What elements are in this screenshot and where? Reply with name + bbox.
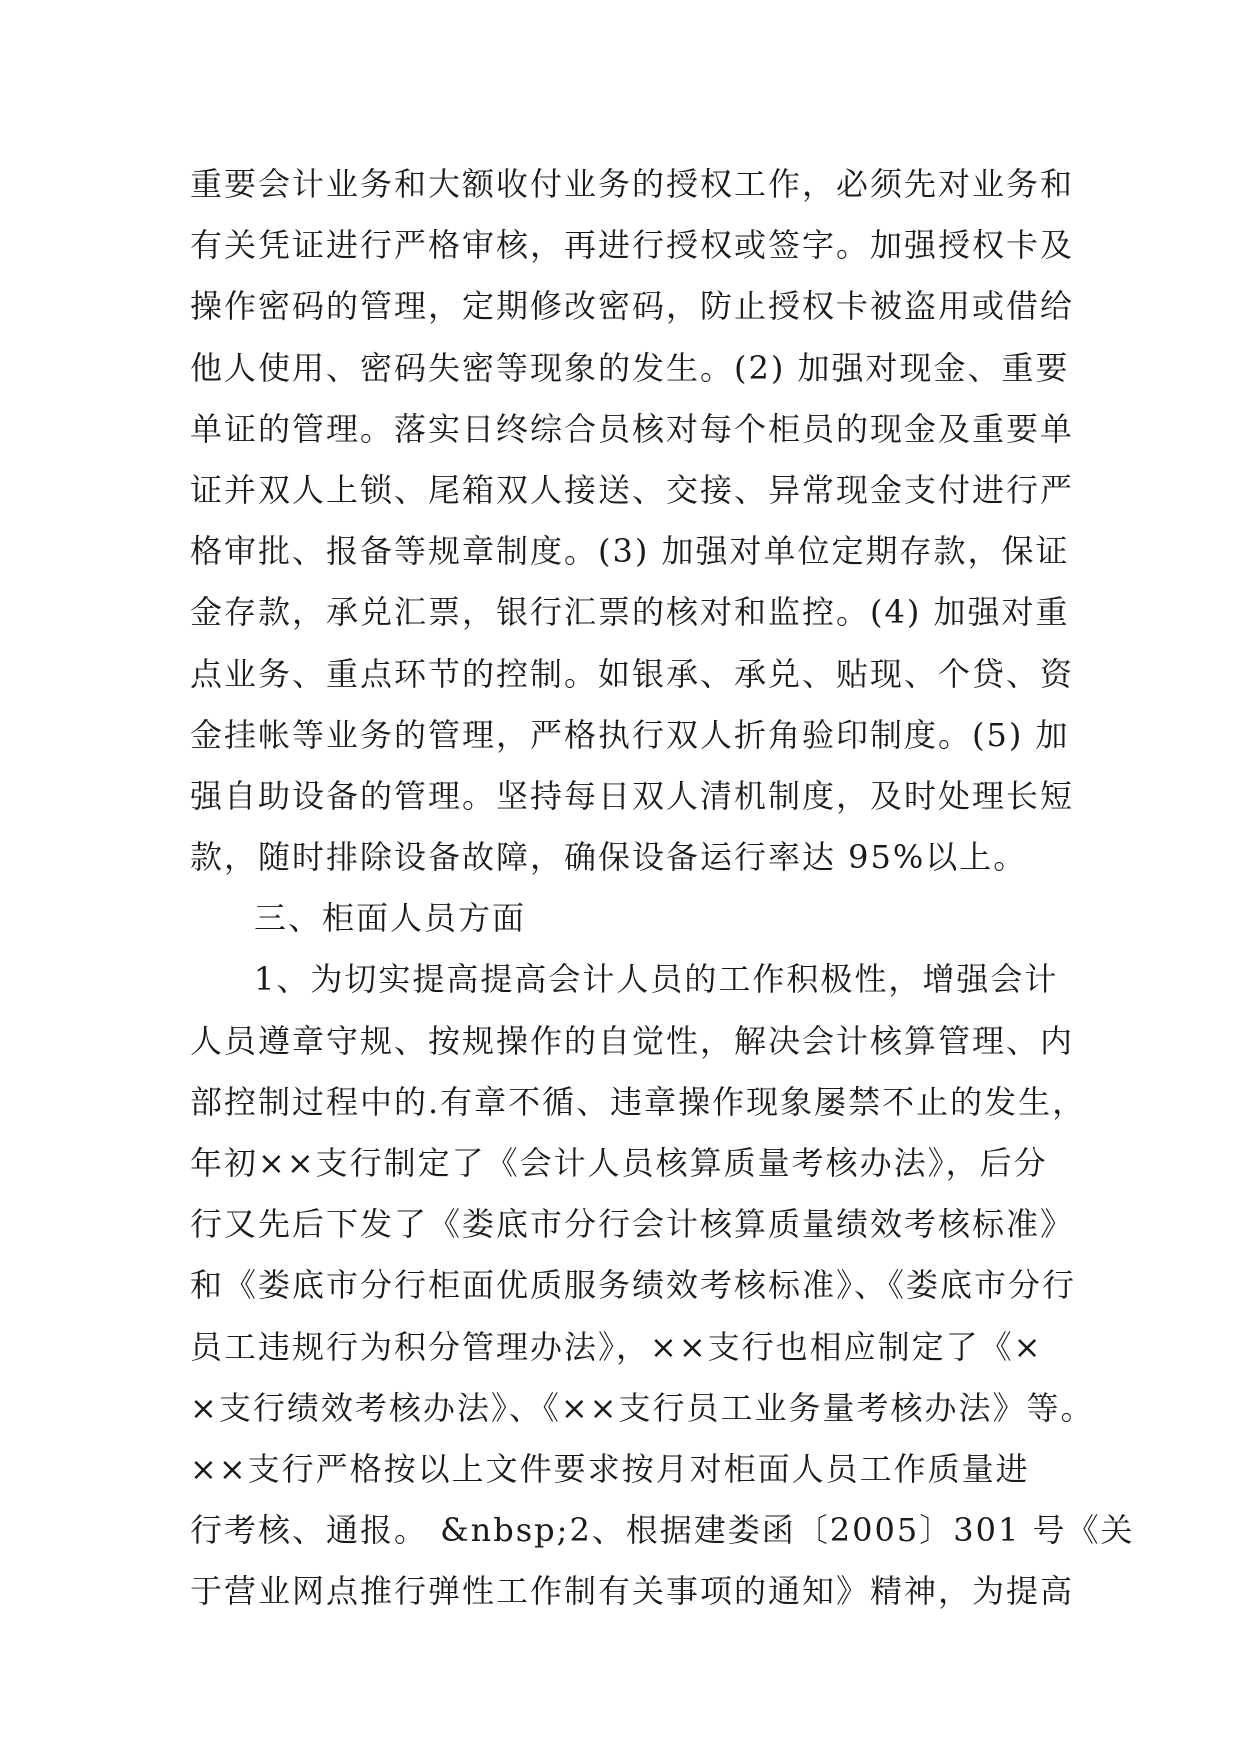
text-line: 员工违规行为积分管理办法》，××支行也相应制定了《× [190,1327,1043,1366]
section-heading: 三、柜面人员方面 [254,899,527,938]
text-line: 人员遵章守规、按规操作的自觉性，解决会计核算管理、内 [190,1021,1075,1060]
document-body [190,154,1135,1623]
text-line: 重要会计业务和大额收付业务的授权工作，必须先对业务和 [190,165,1075,203]
text-line: 和《娄底市分行柜面优质服务绩效考核标准》、《娄底市分行 [190,1266,1077,1305]
text-line: 金存款，承兑汇票，银行汇票的核对和监控。(4) 加强对重 [190,593,1070,632]
text-line: 行又先后下发了《娄底市分行会计核算质量绩效考核标准》 [190,1205,1075,1244]
text-line: 格审批、报备等规章制度。(3) 加强对单位定期存款，保证 [190,532,1070,571]
text-line: 年初××支行制定了《会计人员核算质量考核办法》，后分 [190,1144,1048,1182]
text-line: 单证的管理。落实日终综合员核对每个柜员的现金及重要单 [190,409,1075,448]
text-line: ×支行绩效考核办法》、《××支行员工业务量考核办法》等。 [190,1388,1095,1427]
text-line: 他人使用、密码失密等现象的发生。(2) 加强对现金、重要 [190,348,1070,387]
text-line: 部控制过程中的.有章不循、违章操作现象屡禁不止的发生， [190,1082,1087,1121]
text-line: 强自助设备的管理。坚持每日双人清机制度，及时处理长短 [190,776,1075,815]
text-line: ××支行严格按以上文件要求按月对柜面人员工作质量进 [190,1449,1030,1488]
text-line: 行考核、通报。 &nbsp;2、根据建娄函〔2005〕301 号《关 [190,1511,1135,1550]
text-line: 点业务、重点环节的控制。如银承、承兑、贴现、个贷、资 [190,654,1075,693]
text-line: 有关凭证进行严格审核，再进行授权或签字。加强授权卡及 [190,226,1075,265]
text-line: 金挂帐等业务的管理，严格执行双人折角验印制度。(5) 加 [190,715,1070,754]
text-line: 款，随时排除设备故障，确保设备运行率达 95%以上。 [190,838,1028,877]
text-line: 于营业网点推行弹性工作制有关事项的通知》精神，为提高 [190,1572,1075,1611]
paragraph-start-line: 1、为切实提高提高会计人员的工作积极性，增强会计 [254,960,1059,999]
text-line: 证并双人上锁、尾箱双人接送、交接、异常现金支付进行严 [190,470,1075,509]
text-line: 操作密码的管理，定期修改密码，防止授权卡被盗用或借给 [190,287,1075,326]
